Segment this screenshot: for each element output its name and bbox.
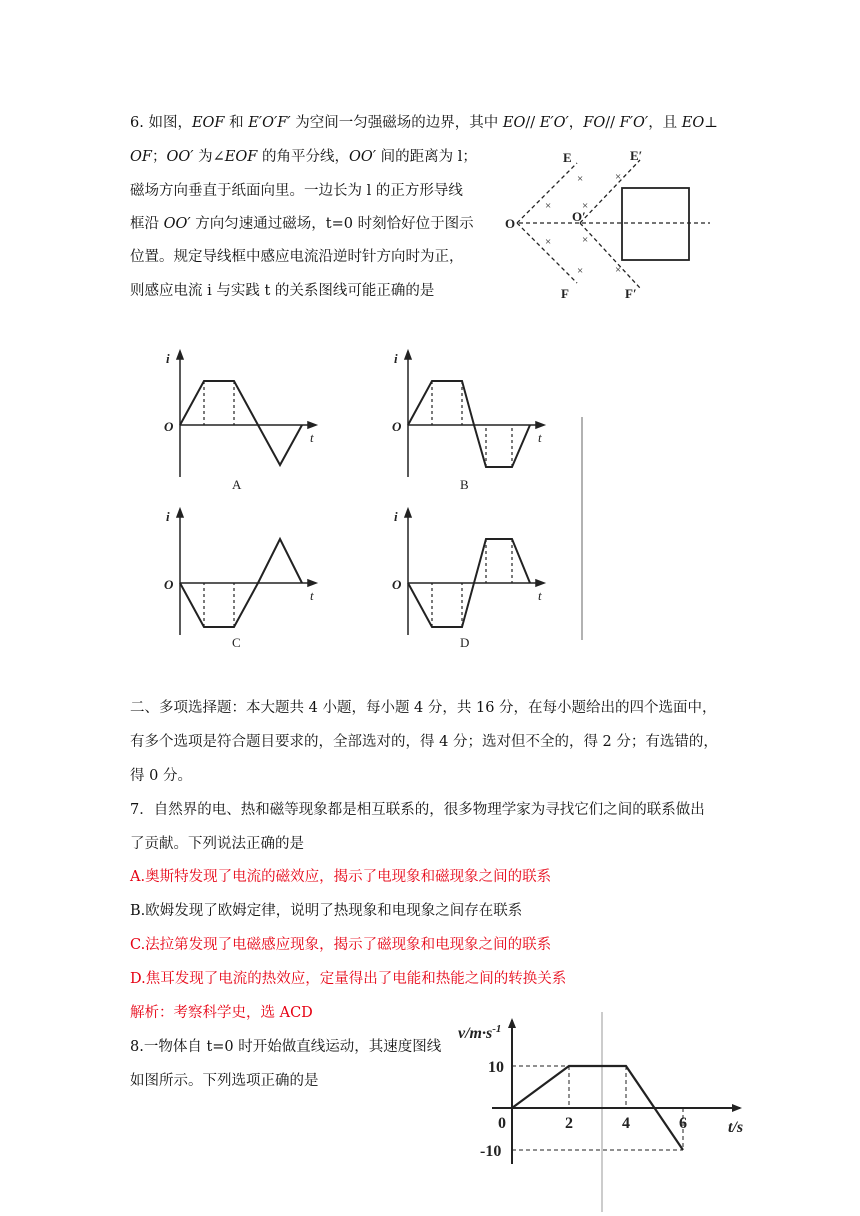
axis-arrow bbox=[405, 351, 411, 359]
q6-text: 间的距离为 l； bbox=[376, 149, 477, 165]
q8-line-2: 如图所示。下列选项正确的是 bbox=[130, 1073, 319, 1089]
cross-mark: × bbox=[615, 264, 622, 276]
axis-arrow bbox=[732, 1104, 742, 1112]
x-tick-label: 0 bbox=[498, 1115, 506, 1132]
q6-math: OO′ bbox=[348, 149, 377, 165]
q6-line-6: 则感应电流 i 与实践 t 的关系图线可能正确的是 bbox=[130, 283, 435, 299]
q7-line-2: 了贡献。下列说法正确的是 bbox=[130, 836, 304, 852]
q6-math: FO bbox=[583, 115, 606, 131]
label-F: F bbox=[561, 286, 569, 301]
graph-option-label: B bbox=[460, 477, 469, 492]
section2-line-2: 有多个选项是符合题目要求的，全部选对的，得 4 分；选对但不全的，得 2 分；有选错的， bbox=[130, 734, 718, 750]
q7-line-1: 7．自然界的电、热和磁等现象都是相互联系的，很多物理学家为寻找它们之间的联系做出 bbox=[130, 802, 705, 818]
t-axis-label: t bbox=[310, 430, 314, 445]
q6-text: ，且 bbox=[648, 115, 682, 131]
axis-arrow bbox=[405, 509, 411, 517]
x-axis-label: t/s bbox=[728, 1119, 744, 1136]
q6-text: // bbox=[525, 115, 540, 131]
q6-text: 框沿 bbox=[130, 216, 164, 232]
q6-math: EO bbox=[502, 115, 526, 131]
label-E: E bbox=[563, 150, 572, 165]
q8-line-1: 8.一物体自 t=0 时开始做直线运动，其速度图线 bbox=[130, 1039, 442, 1055]
q6-text: 为空间一匀强磁场的边界，其中 bbox=[290, 115, 503, 131]
q6-text: 为∠ bbox=[193, 149, 225, 165]
q7-analysis: 解析：考察科学史，选 ACD bbox=[130, 1005, 313, 1021]
origin-label: O bbox=[164, 419, 174, 434]
square-loop bbox=[622, 188, 689, 260]
q6-math: OO′ bbox=[163, 216, 191, 232]
cross-mark: × bbox=[545, 236, 552, 248]
q6-math: EO bbox=[681, 115, 705, 131]
q6-text: // bbox=[605, 115, 620, 131]
q6-text: ⊥ bbox=[704, 115, 718, 131]
q6-math: E′O′F′ bbox=[248, 115, 291, 131]
q7-option-a: A.奥斯特发现了电流的磁效应，揭示了电现象和磁现象之间的联系 bbox=[130, 869, 552, 885]
q6-text: ； bbox=[151, 149, 167, 165]
axis-arrow bbox=[177, 351, 183, 359]
cross-mark: × bbox=[582, 234, 589, 246]
graph-option-label: C bbox=[232, 635, 241, 650]
q6-line-2 bbox=[130, 147, 477, 167]
q6-math: OF bbox=[130, 149, 152, 165]
q6-math: E′O′ bbox=[539, 115, 569, 131]
axis-arrow bbox=[508, 1018, 516, 1028]
x-tick-label: 4 bbox=[622, 1115, 630, 1132]
origin-label: O bbox=[164, 577, 174, 592]
q7-option-d: D.焦耳发现了电流的热效应，定量得出了电能和热能之间的转换关系 bbox=[130, 971, 567, 987]
axis-arrow bbox=[536, 580, 544, 586]
q6-text: 方向匀速通过磁场，t=0 时刻恰好位于图示 bbox=[190, 216, 474, 232]
x-tick-label: 6 bbox=[679, 1115, 687, 1132]
cross-mark: × bbox=[615, 171, 622, 183]
label-Fp: F′ bbox=[625, 286, 637, 301]
t-axis-label: t bbox=[538, 588, 542, 603]
q7-option-c: C.法拉第发现了电磁感应现象，揭示了磁现象和电现象之间的联系 bbox=[130, 937, 552, 953]
i-axis-label: i bbox=[166, 351, 170, 366]
i-axis-label: i bbox=[394, 351, 398, 366]
q6-field-figure bbox=[495, 140, 735, 310]
t-axis-label: t bbox=[310, 588, 314, 603]
i-axis-label: i bbox=[166, 509, 170, 524]
y-axis-label: $v/m\cdot s^{-1}$ bbox=[458, 1023, 502, 1042]
y-tick-label: -10 bbox=[480, 1143, 502, 1160]
q6-line-5: 位置。规定导线框中感应电流沿逆时针方向时为正， bbox=[130, 249, 464, 265]
q6-text: ， bbox=[568, 115, 584, 131]
q6-line-3: 磁场方向垂直于纸面向里。一边长为 l 的正方形导线 bbox=[130, 183, 463, 199]
origin-label: O bbox=[392, 577, 402, 592]
axis-arrow bbox=[177, 509, 183, 517]
y-tick-label: 10 bbox=[488, 1059, 504, 1076]
t-axis-label: t bbox=[538, 430, 542, 445]
cross-mark: × bbox=[582, 200, 589, 212]
cross-mark: × bbox=[577, 173, 584, 185]
q6-math: OO′ bbox=[166, 149, 194, 165]
section2-line-3: 得 0 分。 bbox=[130, 768, 192, 784]
q6-text: 和 bbox=[224, 115, 249, 131]
graph-option-label: A bbox=[232, 477, 242, 492]
q6-math: EOF bbox=[224, 149, 258, 165]
section2-line-1: 二、多项选择题：本大题共 4 小题，每小题 4 分，共 16 分，在每小题给出的四个选面中， bbox=[130, 700, 717, 716]
cross-mark: × bbox=[545, 200, 552, 212]
graph-option-label: D bbox=[460, 635, 470, 650]
axis-arrow bbox=[308, 580, 316, 586]
q6-line-4 bbox=[130, 214, 474, 234]
q6-line-1 bbox=[130, 113, 718, 133]
q6-text: 的角平分线， bbox=[257, 149, 349, 165]
q8-velocity-chart bbox=[458, 1012, 768, 1212]
i-axis-label: i bbox=[394, 509, 398, 524]
q6-math: EOF bbox=[191, 115, 225, 131]
axis-arrow bbox=[308, 422, 316, 428]
x-tick-label: 2 bbox=[565, 1115, 573, 1132]
q7-option-b: B.欧姆发现了欧姆定律，说明了热现象和电现象之间存在联系 bbox=[130, 903, 523, 919]
cross-mark: × bbox=[577, 265, 584, 277]
q6-math: F′O′ bbox=[619, 115, 649, 131]
origin-label: O bbox=[392, 419, 402, 434]
label-O: O bbox=[505, 216, 516, 231]
current-curve bbox=[180, 381, 302, 465]
q6-text: 6. 如图， bbox=[130, 115, 192, 131]
label-Ep: E′ bbox=[630, 148, 643, 163]
q6-answer-graphs bbox=[150, 345, 610, 655]
label-Op: O′ bbox=[572, 209, 586, 224]
axis-arrow bbox=[536, 422, 544, 428]
